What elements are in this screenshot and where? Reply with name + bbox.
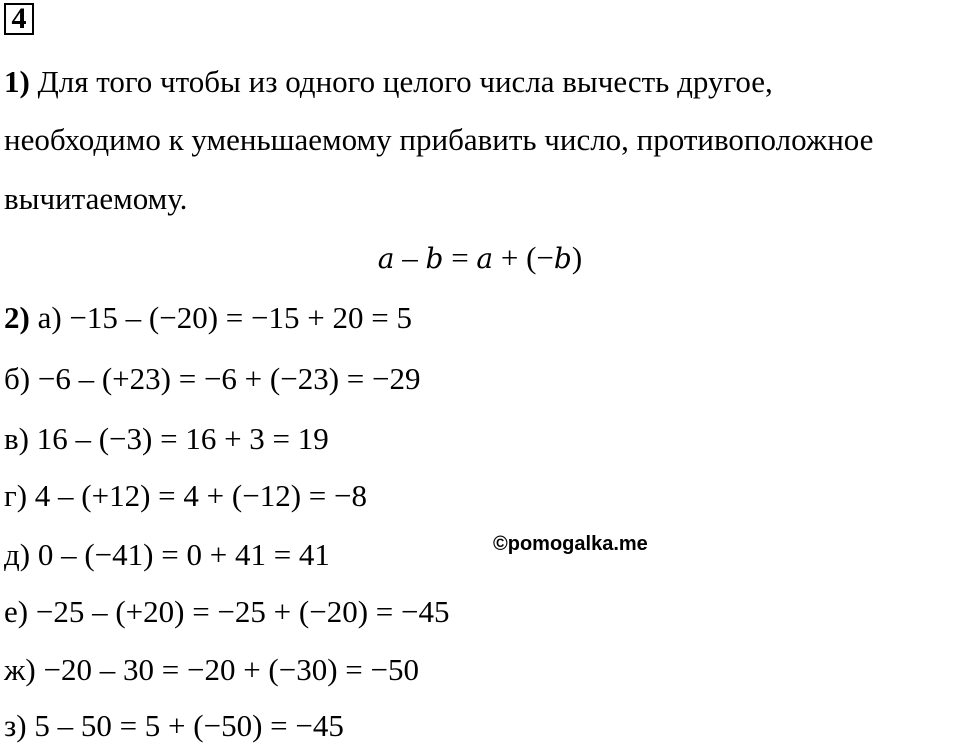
part2-item-g — [4, 478, 367, 514]
part2-item-text: б) −6 – (+23) = −6 + (−23) = −29 — [4, 361, 421, 396]
formula-var-b: b — [425, 242, 444, 275]
part2-item-text: в) 16 – (−3) = 16 + 3 = 19 — [4, 421, 329, 456]
formula-close: ) — [571, 240, 583, 275]
formula-var-a: a — [377, 242, 395, 275]
part2-item-text: ж) −20 – 30 = −20 + (−30) = −50 — [4, 652, 420, 687]
part1-text-2: необходимо к уменьшаемому прибавить число, противоположное — [4, 122, 874, 157]
part2-item-e — [4, 594, 450, 630]
part2-item-b — [4, 361, 421, 397]
formula-plus-open: + (− — [493, 240, 554, 275]
task-number-box — [4, 3, 34, 35]
part1-line-3 — [4, 181, 187, 217]
task-number: 4 — [11, 2, 27, 35]
part1-line-2 — [4, 122, 873, 158]
part2-item-a — [4, 300, 412, 336]
formula-var-b-2: b — [553, 242, 572, 275]
part2-item-text: а) −15 – (−20) = −15 + 20 = 5 — [37, 300, 412, 335]
part1-text-3: вычитаемому. — [4, 181, 188, 216]
part1-text-1: Для того чтобы из одного целого числа вычесть другое, — [37, 64, 773, 99]
part2-item-z — [4, 708, 344, 744]
part2-item-text: д) 0 – (−41) = 0 + 41 = 41 — [4, 537, 330, 572]
formula-equals: = — [443, 240, 477, 275]
part1-marker: 1) — [4, 64, 30, 99]
part2-item-d — [4, 537, 330, 573]
part1-line-1 — [4, 64, 773, 100]
part2-marker: 2) — [4, 300, 30, 335]
part2-item-text: е) −25 – (+20) = −25 + (−20) = −45 — [4, 594, 450, 629]
part2-item-text: г) 4 – (+12) = 4 + (−12) = −8 — [4, 478, 367, 513]
formula-var-a-2: a — [476, 242, 494, 275]
subtraction-rule-formula — [0, 240, 960, 277]
formula-minus: – — [394, 240, 426, 275]
part2-item-v — [4, 421, 329, 457]
part2-item-text: з) 5 – 50 = 5 + (−50) = −45 — [4, 708, 344, 743]
watermark: ©pomogalka.me — [493, 533, 648, 555]
part2-item-zh — [4, 652, 419, 688]
